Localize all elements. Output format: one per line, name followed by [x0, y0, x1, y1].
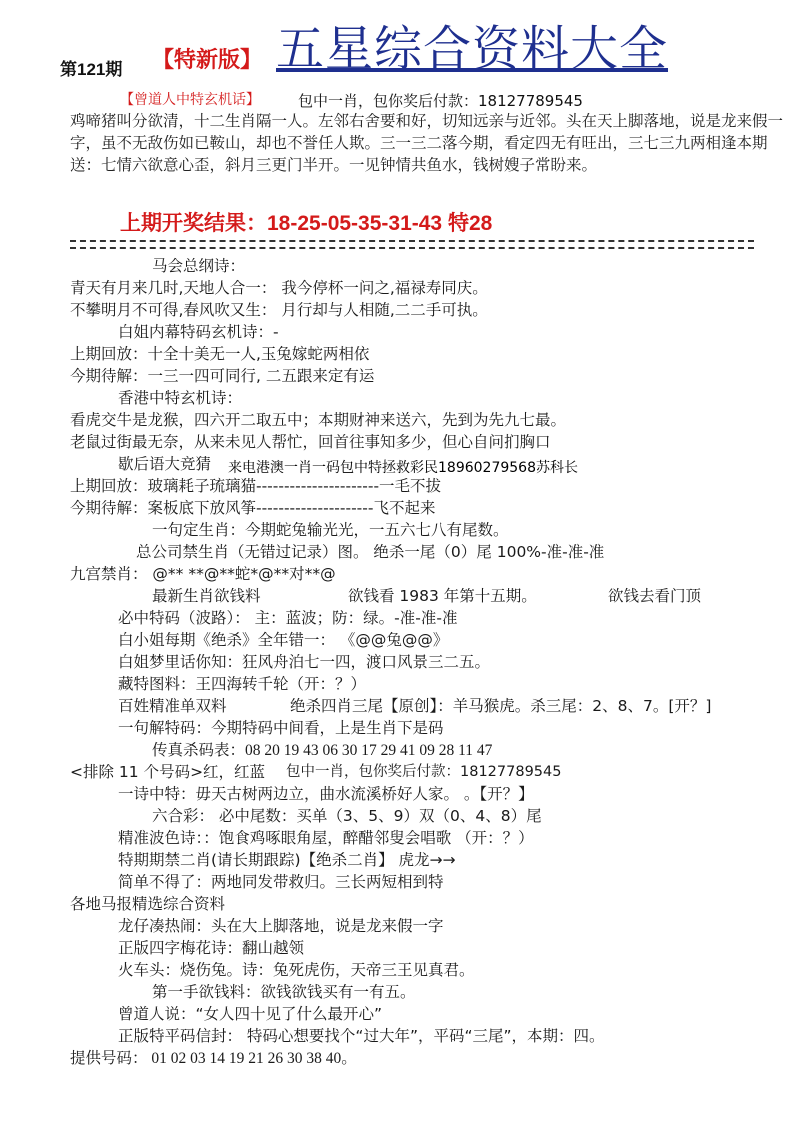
- text-line: 欲钱去看门顶: [608, 587, 702, 605]
- text-line: 老鼠过街最无奈，从来未见人帮忙，回首往事知多少，但心自问扪胸口: [70, 433, 551, 451]
- text-line: 正版特平码信封： 特码心想要找个“过大年”，平码“三尾”，本期：四。: [118, 1027, 605, 1045]
- text-line: 六合彩： 必中尾数：买单（3、5、9）双（0、4、8）尾: [152, 807, 542, 825]
- text-line: 白小姐每期《绝杀》全年错一： 《@@兔@@》: [118, 631, 449, 649]
- text-line: <排除 11 个号码>红，红蓝: [70, 763, 266, 781]
- intro-contact: 包中一肖，包你奖后付款：18127789545: [298, 92, 583, 110]
- text-line: 一句定生肖：今期蛇兔输光光，一五六七八有尾数。: [152, 521, 509, 539]
- text-line: 上期回放：十全十美无一人,玉兔嫁蛇两相依: [70, 345, 370, 363]
- contact-line: 来电港澳一肖一码包中特拯救彩民18960279568苏科长: [228, 460, 578, 476]
- dashed-divider: [70, 240, 754, 249]
- text-line: 简单不得了：两地同发带救归。三长两短相到特: [118, 873, 444, 891]
- text-line: 百姓精准单双料: [118, 697, 227, 715]
- text-line: 藏特图料：王四海转千轮（开：？）: [118, 675, 367, 693]
- issue-number: 第121期: [60, 60, 123, 79]
- text-line: 特期期禁二肖(请长期跟踪)【绝杀二肖】 虎龙→→: [118, 851, 456, 869]
- text-line: 火车头：烧伤兔。诗：兔死虎伤，天帝三王见真君。: [118, 961, 475, 979]
- text-line: 今期待解：一三一四可同行, 二五跟来定有运: [70, 367, 375, 385]
- text-line: 九宫禁肖： @** **@**蛇*@**对**@: [70, 565, 336, 583]
- text-line: 传真杀码表：08 20 19 43 06 30 17 29 41 09 28 11 47: [152, 742, 493, 759]
- text-line: 一诗中特：毋天古树两边立，曲水流溪桥好人家。 。【开？】: [118, 785, 534, 803]
- page-title: 五星综合资料大全: [276, 21, 669, 77]
- text-line: 看虎交牛是龙猴，四六开二取五中；本期财神来送六，先到为先九七最。: [70, 411, 567, 429]
- text-line: 欲钱看 1983 年第十五期。: [348, 587, 537, 605]
- text-line: 第一手欲钱料：欲钱欲钱买有一有五。: [152, 983, 416, 1001]
- text-line: 龙仔凑热闹：头在大上脚落地，说是龙来假一字: [118, 917, 444, 935]
- last-draw-result: 上期开奖结果：18-25-05-35-31-43 特28: [120, 212, 493, 235]
- section-heading: 歇后语大竞猜: [118, 455, 212, 473]
- text-line: 绝杀四肖三尾【原创】：羊马猴虎。杀三尾：2、8、7。[开？]: [290, 697, 712, 715]
- poem-line: 青天有月来几时,天地人合一： 我今停杯一问之,福禄寿同庆。: [70, 279, 488, 297]
- edition-label: 【特新版】: [152, 48, 263, 73]
- poem-line: 不攀明月不可得,春风吹又生： 月行却与人相随,二二手可执。: [70, 301, 488, 319]
- section-heading: 香港中特玄机诗：: [118, 389, 243, 407]
- text-line: 精准波色诗：：饱食鸡啄眼角屋，醉醋邻叟会唱歌 （开：？）: [118, 829, 534, 847]
- text-line: 必中特码（波路）： 主：蓝波；防：绿。-准-准-准: [118, 609, 458, 627]
- text-line: 最新生肖欲钱料: [152, 587, 261, 605]
- number-list: 提供号码： 01 02 03 14 19 21 26 30 38 40。: [70, 1050, 357, 1067]
- text-line: 总公司禁生肖（无错过记录）图。 绝杀一尾（0）尾 100%-准-准-准: [136, 543, 605, 561]
- text-line: 今期待解：案板底下放风筝---------------------飞不起来: [70, 499, 436, 517]
- poem-heading: 马会总纲诗：: [152, 257, 246, 275]
- text-line: 曾道人说：“女人四十见了什么最开心”: [118, 1005, 383, 1023]
- section-heading: 各地马报精选综合资料: [70, 895, 226, 913]
- section-heading: 白姐内幕特码玄机诗：-: [118, 323, 279, 341]
- intro-poem: 鸡啼猪叫分欲清，十二生肖隔一人。左邻右舍要和好，切知远亲与近邻。头在天上脚落地，说是龙来假一字，虽不无敌伤如已鞍山，却也不誉任人欺。三一三二落今期，看定四无有旺出，三七三九两相逢本期送：七情六欲意心歪，斜月三更门半开。一见钟情共鱼水，钱树嫂子常盼来。: [70, 112, 784, 174]
- contact-line: 包中一肖，包你奖后付款：18127789545: [286, 764, 562, 780]
- text-line: 一句解特码：今期特码中间看，上是生肖下是码: [118, 719, 444, 737]
- text-line: 上期回放：玻璃耗子琉璃猫----------------------一毛不拔: [70, 477, 442, 495]
- text-line: 白姐梦里话你知：狂风舟泊七一四，渡口风景三二五。: [118, 653, 491, 671]
- text-line: 正版四字梅花诗：翻山越领: [118, 939, 305, 957]
- intro-label: 【曾道人中特玄机话】: [120, 92, 260, 108]
